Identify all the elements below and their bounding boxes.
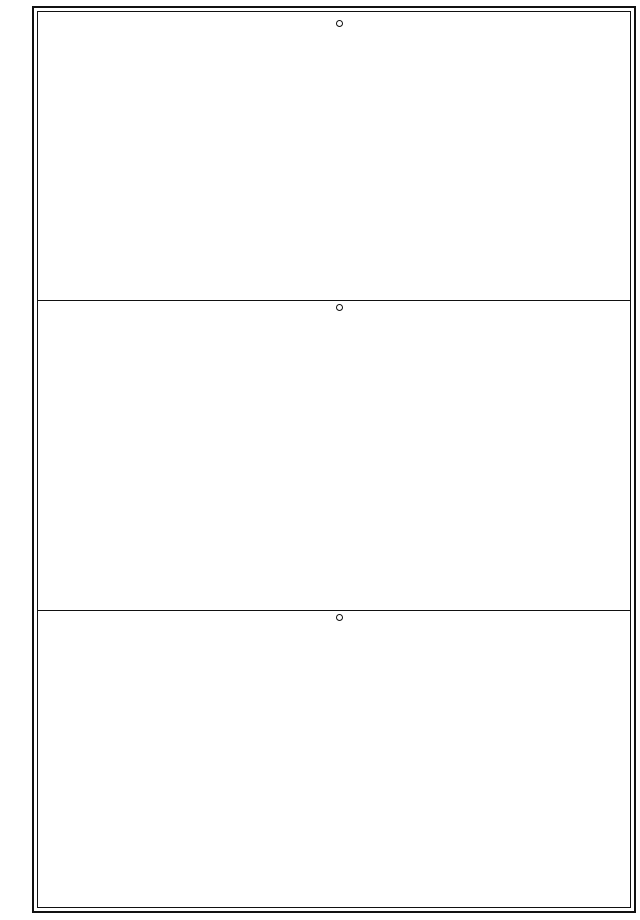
circle-mark bbox=[336, 20, 343, 27]
translation-text bbox=[150, 308, 168, 598]
divider-top bbox=[38, 300, 630, 301]
circle-mark bbox=[336, 614, 343, 621]
page-frame bbox=[32, 6, 636, 913]
translation-heading bbox=[150, 308, 168, 598]
circle-mark bbox=[336, 304, 343, 311]
divider-bottom bbox=[38, 610, 630, 611]
